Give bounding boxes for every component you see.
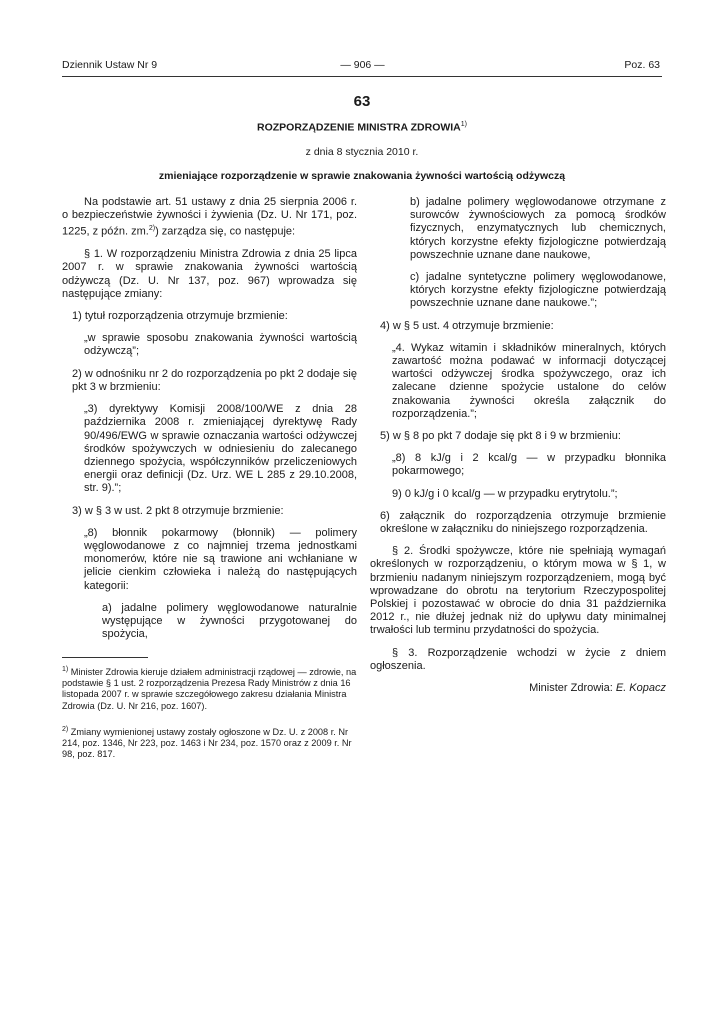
item-3: 3) w § 3 w ust. 2 pkt 8 otrzymuje brzmienie:: [72, 504, 284, 517]
footnote-1-text: Minister Zdrowia kieruje działem administracji rządowej — zdrowie, na podstawie § 1 ust. 2 rozporządzenia Prezesa Rady Ministrów z dnia 16 listopada 2007 r. w sprawie szczegółowego zakresu działania Ministra Zdrowia (Dz. U. Nr 216, poz. 1607).: [62, 667, 357, 711]
act-number: 63: [353, 93, 371, 110]
paragraph-2: § 2. Środki spożywcze, które nie spełniają wymagań określonych w rozporządzeniu, o którym mowa w § 1, w brzmieniu nadanym niniejszym rozporządzeniem, mogą być wprowadzane do obrotu na terytorium Rzeczypospolitej Polskiej i pozostawać w obrocie do dnia 31 października 2012 r., nie dłużej jednak niż do upływu daty minimalnej trwałości lub terminu przydatności do spożycia.: [370, 545, 666, 637]
item-3-point-c: c) jadalne syntetyczne polimery węglowodanowe, których korzystne efekty fizjologiczne potwierdzają powszechnie uznane dane naukowe.”;: [410, 271, 666, 310]
page-number: — 906 —: [340, 59, 385, 71]
journal-name: Dziennik Ustaw Nr 9: [62, 59, 158, 71]
item-1-quote: „w sprawie sposobu znakowania żywności wartością odżywczą”;: [84, 332, 357, 358]
footnote-ref-2: 2): [148, 225, 156, 233]
footnote-rule: [62, 657, 148, 658]
intro-paragraph: [62, 196, 357, 239]
item-6: 6) załącznik do rozporządzenia otrzymuje brzmienie określone w załączniku do niniejszego rozporządzenia.: [380, 509, 666, 536]
item-3-point-b: b) jadalne polimery węglowodanowe otrzymane z surowców żywnościowych za pomocą środków fizycznych, enzymatycznych lub chemicznych, których korzystne efekty fizjologiczne potwierdzają powszechnie uznane dane naukowe,: [410, 196, 666, 261]
paragraph-1: § 1. W rozporządzeniu Ministra Zdrowia z dnia 25 lipca 2007 r. w sprawie znakowania żywności wartością odżywczą (Dz. U. Nr 137, poz. 967) wprowadza się następujące zmiany:: [62, 248, 357, 300]
footnote-2: [62, 724, 357, 761]
header-rule: [62, 76, 662, 77]
right-column: [370, 196, 666, 695]
item-5: 5) w § 8 po pkt 7 dodaje się pkt 8 i 9 w brzmieniu:: [380, 430, 621, 443]
signature: [370, 682, 666, 695]
signature-label: Minister Zdrowia:: [529, 682, 616, 695]
item-3-point-a: a) jadalne polimery węglowodanowe naturalnie występujące w żywności przygotowanej do spożycia,: [102, 601, 357, 641]
footnote-2-mark: 2): [62, 726, 69, 733]
footnote-1-mark: 1): [62, 666, 69, 673]
act-title: [62, 121, 662, 134]
item-1: 1) tytuł rozporządzenia otrzymuje brzmienie:: [72, 310, 288, 323]
intro-text: Na podstawie art. 51 ustawy z dnia 25 sierpnia 2006 r. o bezpieczeństwie żywności i żywienia (Dz. U. Nr 171, poz. 1225, z późn. zm.: [62, 196, 357, 239]
footnote-ref-1: 1): [460, 121, 467, 128]
item-2-quote: „3) dyrektywy Komisji 2008/100/WE z dnia 28 października 2008 r. zmieniającej dyrektywę Rady 90/496/EWG w sprawie oznaczania wartości odżywczej środków spożywczych w odniesieniu do zalecanego dziennego spożycia, współczynników przeliczeniowych energii oraz definicji (Dz. Urz. WE L 285 z 29.10.2008, str. 9).”;: [84, 403, 357, 495]
signature-name: E. Kopacz: [615, 682, 666, 695]
paragraph-3: § 3. Rozporządzenie wchodzi w życie z dniem ogłoszenia.: [370, 646, 666, 672]
item-4: 4) w § 5 ust. 4 otrzymuje brzmienie:: [380, 319, 554, 332]
item-3-quote: „8) błonnik pokarmowy (błonnik) — polimery węglowodanowe z co najmniej trzema jednostkami monomerów, które nie są trawione ani wchłaniane w jelicie cienkim człowieka i należą do następujących kategorii:: [84, 526, 357, 592]
position-number: Poz. 63: [624, 59, 660, 71]
left-column: [62, 196, 357, 641]
item-4-quote: „4. Wykaz witamin i składników mineralnych, których zawartość można podawać w informacji dotyczącej wartości odżywczej środka spożywczego, oraz ich zalecane dzienne spożycie ustalone do celów znakowania żywności określa załącznik do rozporządzenia.”;: [392, 341, 666, 420]
item-5-quote-8: „8) 8 kJ/g i 2 kcal/g — w przypadku błonnika pokarmowego;: [392, 452, 666, 478]
act-subject: zmieniające rozporządzenie w sprawie znakowania żywności wartością odżywczą: [158, 170, 566, 182]
act-title-text: ROZPORZĄDZENIE MINISTRA ZDROWIA: [257, 121, 461, 134]
item-2: 2) w odnośniku nr 2 do rozporządzenia po pkt 2 dodaje się pkt 3 w brzmieniu:: [72, 367, 357, 393]
item-5-quote-9: 9) 0 kJ/g i 0 kcal/g — w przypadku erytrytolu.”;: [392, 487, 618, 500]
footnote-2-text: Zmiany wymienionej ustawy zostały ogłoszone w Dz. U. z 2008 r. Nr 214, poz. 1346, Nr 223, poz. 1463 i Nr 234, poz. 1570 oraz z 2009 r. Nr 98, poz. 817.: [62, 727, 352, 760]
act-date: z dnia 8 stycznia 2010 r.: [305, 146, 419, 158]
footnote-1: [62, 664, 357, 712]
intro-end: ) zarządza się, co następuje:: [155, 226, 296, 239]
